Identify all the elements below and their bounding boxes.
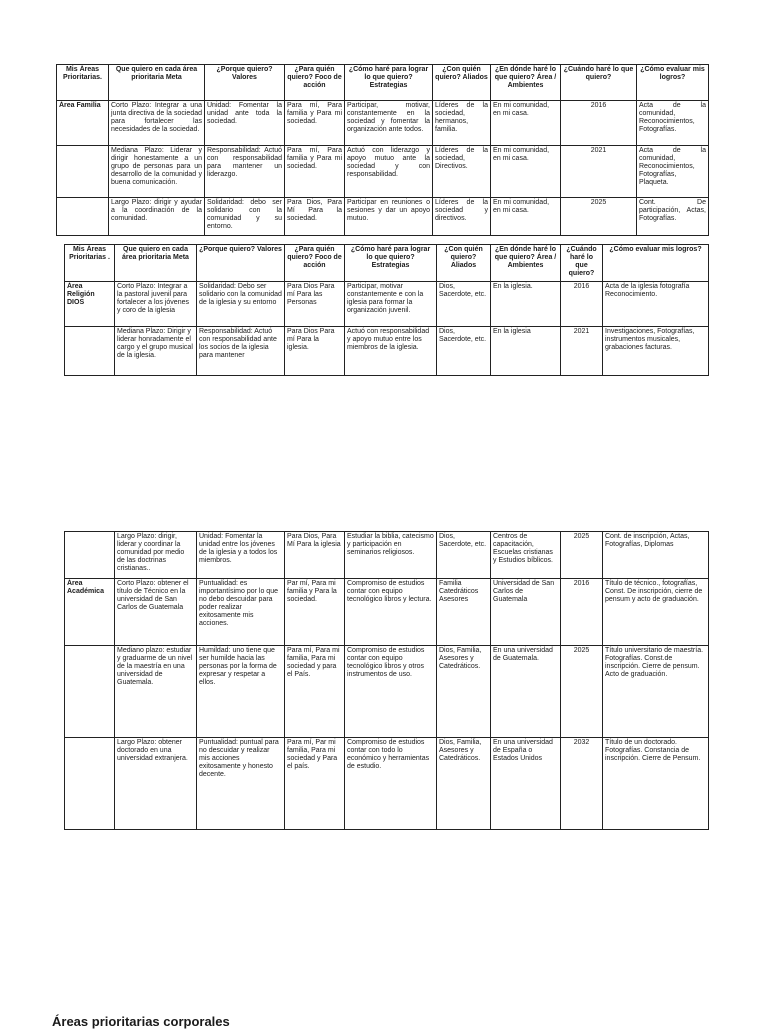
cell-foco: Par mí, Para mi familia y Para la sociedad. (285, 579, 345, 646)
area-cell-empty (65, 327, 115, 376)
table-row (57, 101, 709, 146)
table-row (65, 579, 709, 646)
table-row (65, 282, 709, 327)
cell-evaluar: Título de técnico., fotografías, Const. De inscripción, cierre de pensum y acto de graduación. (603, 579, 709, 646)
cell-evaluar: Cont. de inscripción, Actas, Fotografías, Diplomas (603, 532, 709, 579)
cell-estrategias: Compromiso de estudios contar con todo lo económico y herramientas de estudio. (345, 738, 437, 830)
header-foco: ¿Para quién quiero? Foco de acción (285, 245, 345, 282)
header-estrategias: ¿Cómo haré para lograr lo que quiero? Estrategias (345, 245, 437, 282)
cell-cuando: 2021 (561, 327, 603, 376)
table-header-row (65, 245, 709, 282)
header-areas: Mis Áreas Prioritarias . (65, 245, 115, 282)
cell-cuando: 2032 (561, 738, 603, 830)
cell-aliados: Líderes de la sociedad, Directivos. (433, 146, 491, 198)
cell-ambientes: En la iglesia (491, 327, 561, 376)
cell-aliados: Dios, Familia, Asesores y Catedráticos. (437, 738, 491, 830)
cell-valores: Solidaridad: debo ser solidario con la comunidad y su entorno. (205, 198, 285, 236)
cell-aliados: Dios, Sacerdote, etc. (437, 532, 491, 579)
cell-ambientes: En mi comunidad, en mi casa. (491, 101, 561, 146)
cell-estrategias: Participar, motivar, constantemente en la sociedad y fomentar la organización ante todos. (345, 101, 433, 146)
cell-ambientes: Universidad de San Carlos de Guatemala (491, 579, 561, 646)
cell-aliados: Dios, Familia, Asesores y Catedráticos. (437, 646, 491, 738)
header-estrategias: ¿Cómo haré para lograr lo que quiero? Estrategias (345, 65, 433, 101)
table-row (57, 198, 709, 236)
cell-ambientes: En la iglesia. (491, 282, 561, 327)
cell-cuando: 2021 (561, 146, 637, 198)
cell-estrategias: Compromiso de estudios contar con equipo tecnológico libros y lectura. (345, 579, 437, 646)
cell-meta: Largo Plazo: dirigir, liderar y coordinar la comunidad por medio de las doctrinas cristianas.. (115, 532, 197, 579)
header-valores: ¿Porque quiero? Valores (205, 65, 285, 101)
cell-foco: Para mí, Para familia y Para mi sociedad. (285, 101, 345, 146)
cell-cuando: 2016 (561, 282, 603, 327)
cell-meta: Corto Plazo: Integrar a una junta directiva de la sociedad para fortalecer las necesidades de la sociedad. (109, 101, 205, 146)
cell-foco: Para Dios, Para Mí Para la sociedad. (285, 198, 345, 236)
header-ambientes: ¿En dónde haré lo que quiero? Área / Ambientes (491, 245, 561, 282)
cell-meta: Corto Plazo: Integrar a la pastoral juvenil para fortalecer a los jóvenes y coro de la iglesia (115, 282, 197, 327)
table-row (65, 532, 709, 579)
area-label: Área Familia (57, 101, 109, 146)
header-cuando: ¿Cuándo haré lo que quiero? (561, 245, 603, 282)
cell-foco: Para Dios Para mí Para la iglesia. (285, 327, 345, 376)
cell-cuando: 2016 (561, 579, 603, 646)
cell-aliados: Dios, Sacerdote, etc. (437, 327, 491, 376)
header-valores: ¿Porque quiero? Valores (197, 245, 285, 282)
cell-evaluar: Acta de la comunidad, Reconocimientos, Fotografías, Plaqueta. (637, 146, 709, 198)
cell-foco: Para mí, Para familia y Para mi sociedad. (285, 146, 345, 198)
cell-valores: Unidad: Fomentar la unidad entre los jóvenes de la iglesia y a todos los miembros. (197, 532, 285, 579)
area-label: Área Religión DIOS (65, 282, 115, 327)
cell-ambientes: En mi comunidad, en mi casa. (491, 198, 561, 236)
cell-cuando: 2016 (561, 101, 637, 146)
cell-meta: Mediana Plazo: Liderar y dirigir honestamente a un grupo de personas para un desarrollo de la comunidad y buena comunicación. (109, 146, 205, 198)
cell-ambientes: Centros de capacitación, Escuelas cristianas y Estudios bíblicos. (491, 532, 561, 579)
header-meta: Que quiero en cada área prioritaria Meta (109, 65, 205, 101)
plan-table-familia (56, 64, 709, 236)
cell-aliados: Familia Catedráticos Asesores (437, 579, 491, 646)
table-row (57, 146, 709, 198)
header-foco: ¿Para quién quiero? Foco de acción (285, 65, 345, 101)
cell-meta: Corto Plazo: obtener el título de Técnico en la universidad de San Carlos de Guatemala (115, 579, 197, 646)
cell-estrategias: Participar en reuniones o sesiones y dar un apoyo mutuo. (345, 198, 433, 236)
cell-evaluar: Cont. De participación, Actas, Fotografías. (637, 198, 709, 236)
cell-foco: Para mí, Para mi familia, Para mi sociedad y para el País. (285, 646, 345, 738)
table-row (65, 646, 709, 738)
table-header-row (57, 65, 709, 101)
table-row (65, 738, 709, 830)
cell-evaluar: Investigaciones, Fotografías, instrumentos musicales, grabaciones facturas. (603, 327, 709, 376)
header-aliados: ¿Con quién quiero? Aliados (433, 65, 491, 101)
section-heading: Áreas prioritarias corporales (52, 1014, 230, 1029)
cell-ambientes: En una universidad de Guatemala. (491, 646, 561, 738)
cell-foco: Para Dios Para mí Para las Personas (285, 282, 345, 327)
cell-meta: Largo Plazo: obtener doctorado en una universidad extranjera. (115, 738, 197, 830)
cell-evaluar: Acta de la iglesia fotografía Reconocimiento. (603, 282, 709, 327)
cell-valores: Solidaridad: Debo ser solidario con la comunidad de la iglesia y su entorno (197, 282, 285, 327)
cell-meta: Largo Plazo: dirigir y ayudar a la coordinación de la comunidad. (109, 198, 205, 236)
cell-valores: Unidad: Fomentar la unidad ante toda la sociedad. (205, 101, 285, 146)
area-cell-empty (65, 646, 115, 738)
cell-ambientes: En mi comunidad, en mi casa. (491, 146, 561, 198)
cell-aliados: Líderes de la sociedad y directivos. (433, 198, 491, 236)
cell-estrategias: Actuó con liderazgo y apoyo mutuo ante la sociedad y con responsabilidad. (345, 146, 433, 198)
area-cell-empty (65, 532, 115, 579)
cell-meta: Mediana Plazo: Dirigir y liderar honradamente el cargo y el grupo musical de la iglesia. (115, 327, 197, 376)
cell-valores: Responsabilidad: Actuó con responsabilidad para mantener un liderazgo. (205, 146, 285, 198)
header-evaluar: ¿Cómo evaluar mis logros? (637, 65, 709, 101)
cell-estrategias: Estudiar la biblia, catecismo y participación en seminarios religiosos. (345, 532, 437, 579)
cell-meta: Mediano plazo: estudiar y graduarme de un nivel de la maestría en una universidad de Guatemala. (115, 646, 197, 738)
cell-aliados: Dios, Sacerdote, etc. (437, 282, 491, 327)
area-cell-empty (57, 198, 109, 236)
header-cuando: ¿Cuándo haré lo que quiero? (561, 65, 637, 101)
cell-valores: Puntualidad: es importantísimo por lo que no debo descuidar para poder realizar exitosamente mis acciones. (197, 579, 285, 646)
table-row (65, 327, 709, 376)
cell-cuando: 2025 (561, 198, 637, 236)
plan-table-religion (64, 244, 709, 376)
header-aliados: ¿Con quién quiero? Aliados (437, 245, 491, 282)
cell-evaluar: Acta de la comunidad, Reconocimientos, Fotografías. (637, 101, 709, 146)
cell-estrategias: Actuó con responsabilidad y apoyo mutuo entre los miembros de la iglesia. (345, 327, 437, 376)
area-label: Área Académica (65, 579, 115, 646)
header-areas: Mis Áreas Prioritarias. (57, 65, 109, 101)
cell-estrategias: Participar, motivar constantemente e con la iglesia para formar la organización juvenil. (345, 282, 437, 327)
cell-cuando: 2025 (561, 532, 603, 579)
cell-estrategias: Compromiso de estudios contar con equipo tecnológico libros y otros instrumentos de uso. (345, 646, 437, 738)
header-evaluar: ¿Cómo evaluar mis logros? (603, 245, 709, 282)
area-cell-empty (65, 738, 115, 830)
plan-table-academica (64, 531, 709, 830)
cell-evaluar: Título de un doctorado. Fotografías. Constancia de inscripción. Cierre de Pensum. (603, 738, 709, 830)
area-cell-empty (57, 146, 109, 198)
cell-ambientes: En una universidad de España o Estados Unidos (491, 738, 561, 830)
cell-aliados: Líderes de la sociedad, hermanos, familia. (433, 101, 491, 146)
cell-valores: Puntualidad: puntual para no descuidar y realizar mis acciones exitosamente y honesto decente. (197, 738, 285, 830)
cell-evaluar: Título universitario de maestría. Fotografías. Const.de inscripción. Cierre de pensum. Acto de graduación. (603, 646, 709, 738)
header-ambientes: ¿En dónde haré lo que quiero? Área / Ambientes (491, 65, 561, 101)
cell-cuando: 2025 (561, 646, 603, 738)
cell-valores: Responsabilidad: Actuó con responsabilidad ante los socios de la iglesia para mantener (197, 327, 285, 376)
cell-foco: Para mí, Par mi familia, Para mi sociedad y Para el país. (285, 738, 345, 830)
header-meta: Que quiero en cada área prioritaria Meta (115, 245, 197, 282)
cell-valores: Humildad: uno tiene que ser humilde hacia las personas por la forma de expresar y respetar a ellos. (197, 646, 285, 738)
cell-foco: Para Dios, Para Mí Para la iglesia (285, 532, 345, 579)
